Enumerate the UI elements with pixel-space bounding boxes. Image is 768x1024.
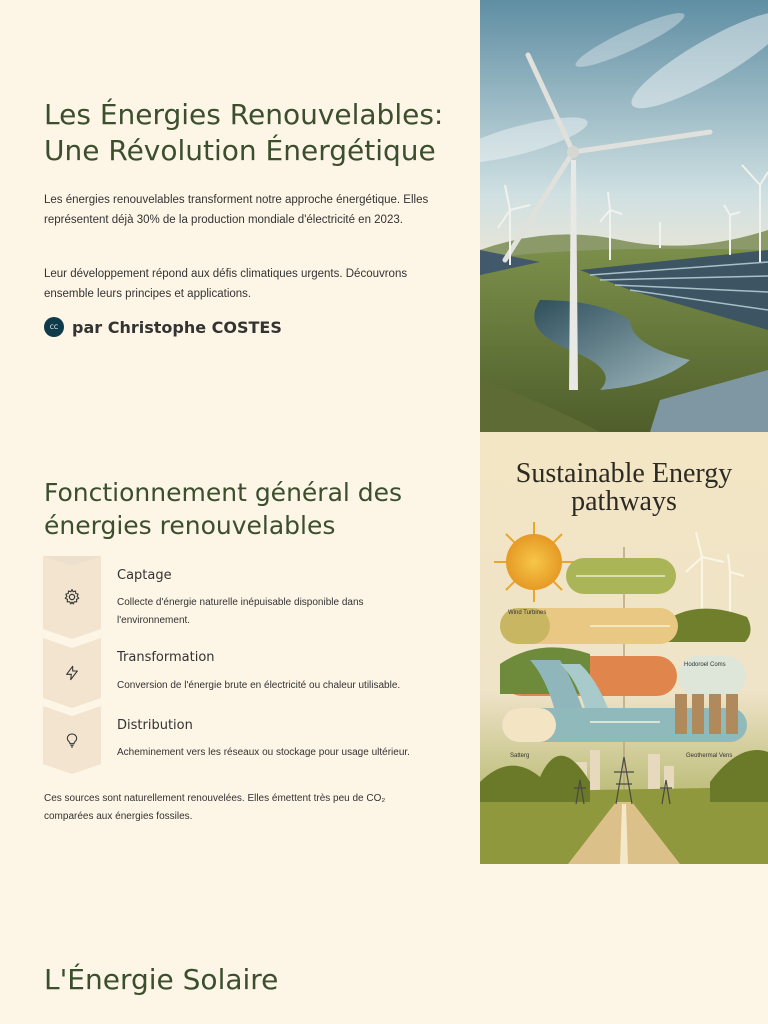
step-icon-box-captage <box>43 556 101 639</box>
section-title-solaire: L'Énergie Solaire <box>44 963 279 996</box>
step-icon-box-transformation <box>43 638 101 708</box>
infographic-label-hydro: Hodoroel Coms <box>684 662 726 668</box>
step-desc-transformation: Conversion de l'énergie brute en électricité ou chaleur utilisable. <box>117 680 401 691</box>
wind-solar-photo <box>480 0 768 432</box>
section-title-fonctionnement: Fonctionnement général des énergies renouvelables <box>44 478 403 540</box>
infographic-label-geothermal: Geothermal Vens <box>686 753 733 759</box>
lightning-icon <box>64 664 80 682</box>
author-avatar: CC <box>44 317 64 337</box>
sustainable-energy-infographic <box>480 432 768 864</box>
step-desc-captage: Collecte d'énergie naturelle inépuisable disponible dans l'environnement. <box>117 597 364 626</box>
infographic-label-wind: Wind Turbines <box>508 610 547 616</box>
intro-paragraph-2: Leur développement répond aux défis climatiques urgents. Découvrons ensemble leurs principes et applications. <box>44 268 408 300</box>
co2-note: Ces sources sont naturellement renouvelées. Elles émettent très peu de CO₂ comparées aux énergies fossiles. <box>44 793 386 822</box>
step-icon-box-distribution <box>43 706 101 776</box>
intro-paragraph-1: Les énergies renouvelables transforment notre approche énergétique. Elles représentent déjà 30% de la production mondiale d'électricité en 2023. <box>44 194 429 226</box>
page-title: Les Énergies Renouvelables: Une Révolution Énergétique <box>44 98 444 167</box>
author-name: par Christophe COSTES <box>72 317 282 337</box>
lightbulb-icon <box>64 731 80 749</box>
step-title-captage: Captage <box>117 568 172 583</box>
gear-icon <box>63 588 81 606</box>
infographic-title-line1: Sustainable Energy <box>515 458 733 489</box>
infographic-title-line2: pathways <box>571 486 677 517</box>
infographic-label-battery: Satterg <box>510 753 530 759</box>
author-line <box>44 317 282 337</box>
step-title-distribution: Distribution <box>117 718 193 733</box>
step-desc-distribution: Acheminement vers les réseaux ou stockage pour usage ultérieur. <box>117 747 410 758</box>
step-title-transformation: Transformation <box>117 650 215 665</box>
